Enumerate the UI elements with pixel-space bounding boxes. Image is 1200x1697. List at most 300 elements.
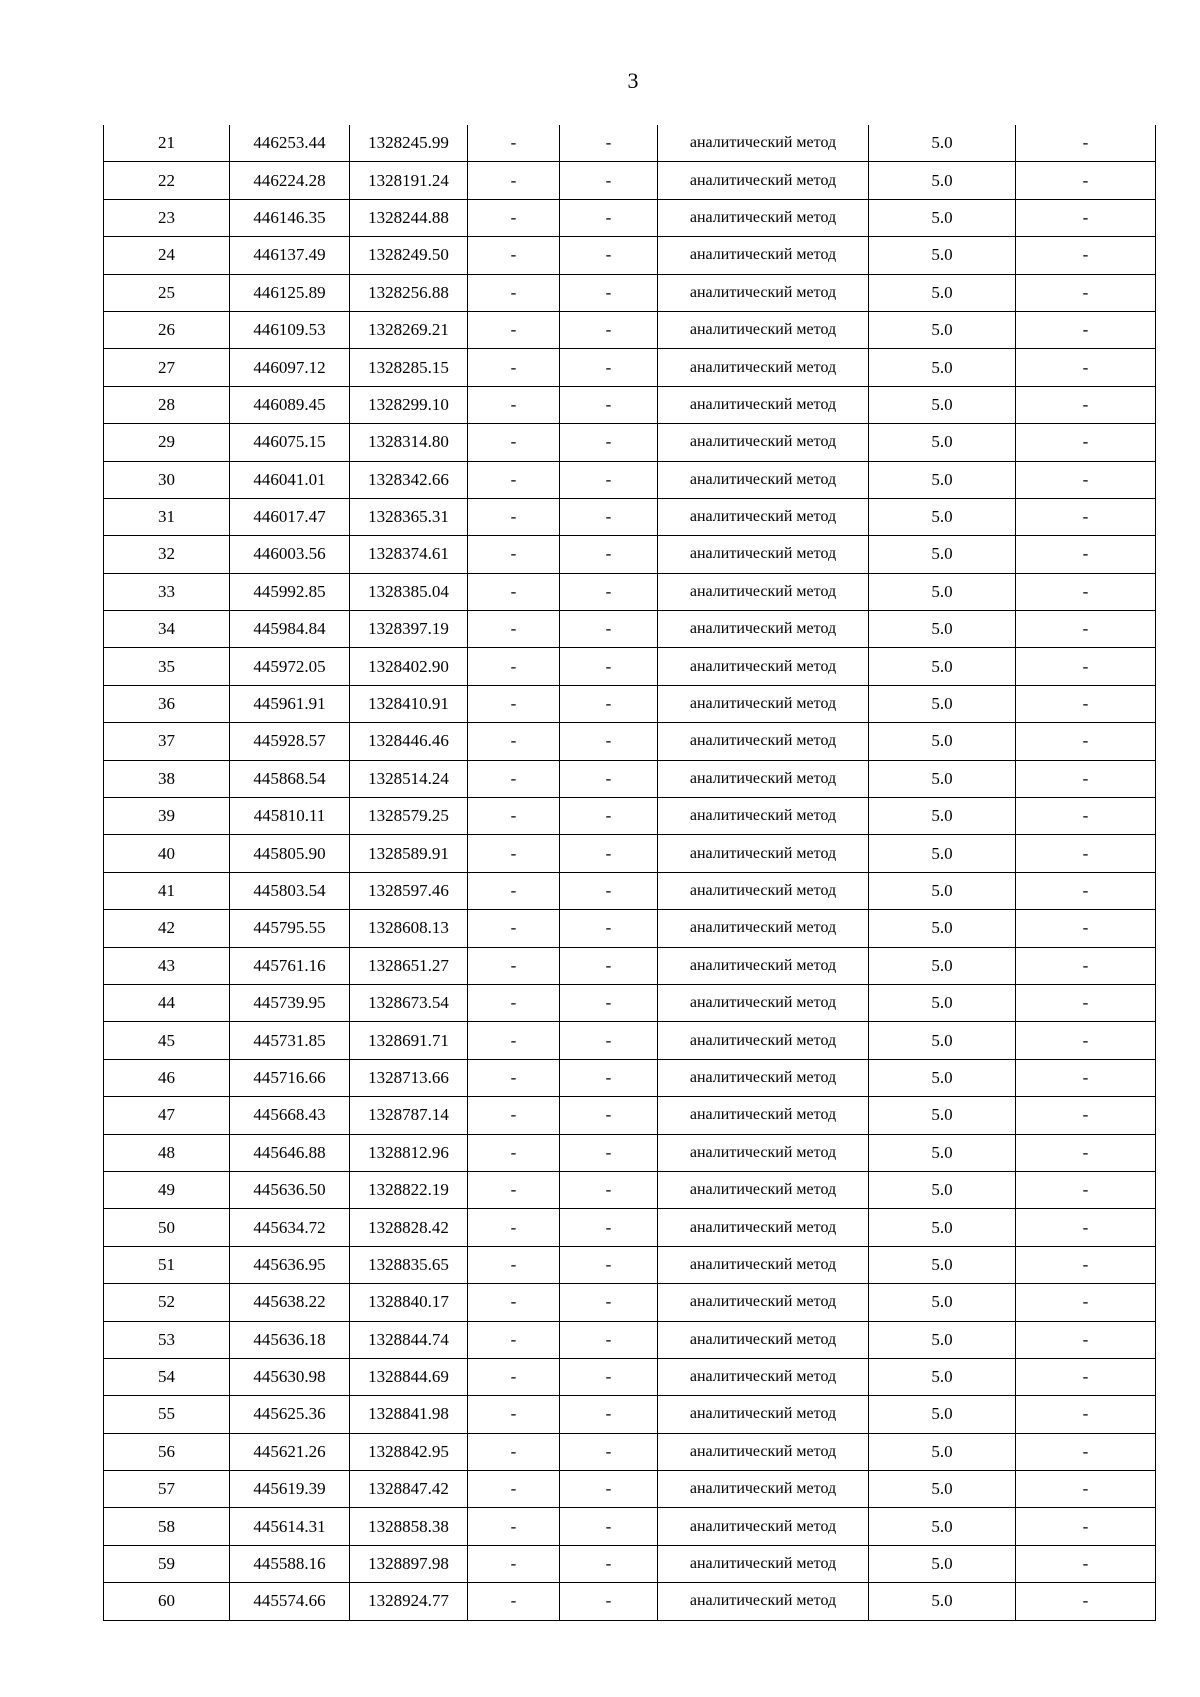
empty-x-cell: - [468, 1059, 560, 1096]
empty-y-cell: - [560, 835, 658, 872]
empty-y-cell: - [560, 1246, 658, 1283]
y-coordinate-cell: 1328897.98 [350, 1545, 468, 1582]
point-number-cell: 25 [104, 274, 230, 311]
empty-x-cell: - [468, 1508, 560, 1545]
point-number-cell: 41 [104, 872, 230, 909]
accuracy-cell: 5.0 [869, 1284, 1016, 1321]
accuracy-cell: 5.0 [869, 947, 1016, 984]
accuracy-cell: 5.0 [869, 311, 1016, 348]
point-number-cell: 53 [104, 1321, 230, 1358]
table-row [104, 461, 1156, 498]
method-cell: аналитический метод [658, 1209, 869, 1246]
point-number-cell: 21 [104, 125, 230, 162]
y-coordinate-cell: 1328191.24 [350, 162, 468, 199]
point-number-cell: 46 [104, 1059, 230, 1096]
empty-y-cell: - [560, 947, 658, 984]
accuracy-cell: 5.0 [869, 798, 1016, 835]
empty-y-cell: - [560, 349, 658, 386]
empty-x-cell: - [468, 349, 560, 386]
table-row [104, 1545, 1156, 1582]
empty-x-cell: - [468, 573, 560, 610]
accuracy-cell: 5.0 [869, 835, 1016, 872]
table-row [104, 1022, 1156, 1059]
method-cell: аналитический метод [658, 1171, 869, 1208]
accuracy-cell: 5.0 [869, 1545, 1016, 1582]
empty-y-cell: - [560, 536, 658, 573]
empty-y-cell: - [560, 1583, 658, 1620]
empty-x-cell: - [468, 1209, 560, 1246]
description-cell: - [1016, 498, 1156, 535]
empty-y-cell: - [560, 872, 658, 909]
empty-x-cell: - [468, 1134, 560, 1171]
x-coordinate-cell: 445868.54 [230, 760, 350, 797]
table-row [104, 125, 1156, 162]
empty-y-cell: - [560, 910, 658, 947]
empty-y-cell: - [560, 573, 658, 610]
table-row [104, 424, 1156, 461]
description-cell: - [1016, 685, 1156, 722]
table-row [104, 798, 1156, 835]
empty-y-cell: - [560, 723, 658, 760]
empty-x-cell: - [468, 1545, 560, 1582]
accuracy-cell: 5.0 [869, 125, 1016, 162]
x-coordinate-cell: 445795.55 [230, 910, 350, 947]
empty-x-cell: - [468, 1583, 560, 1620]
description-cell: - [1016, 349, 1156, 386]
empty-y-cell: - [560, 1508, 658, 1545]
table-row [104, 1396, 1156, 1433]
table-row [104, 1284, 1156, 1321]
method-cell: аналитический метод [658, 1246, 869, 1283]
point-number-cell: 35 [104, 648, 230, 685]
point-number-cell: 58 [104, 1508, 230, 1545]
point-number-cell: 60 [104, 1583, 230, 1620]
point-number-cell: 48 [104, 1134, 230, 1171]
accuracy-cell: 5.0 [869, 872, 1016, 909]
empty-y-cell: - [560, 162, 658, 199]
description-cell: - [1016, 125, 1156, 162]
point-number-cell: 42 [104, 910, 230, 947]
table-row [104, 1134, 1156, 1171]
x-coordinate-cell: 445805.90 [230, 835, 350, 872]
y-coordinate-cell: 1328245.99 [350, 125, 468, 162]
accuracy-cell: 5.0 [869, 386, 1016, 423]
empty-y-cell: - [560, 498, 658, 535]
table-row [104, 162, 1156, 199]
empty-x-cell: - [468, 1246, 560, 1283]
y-coordinate-cell: 1328924.77 [350, 1583, 468, 1620]
x-coordinate-cell: 446253.44 [230, 125, 350, 162]
empty-y-cell: - [560, 984, 658, 1021]
y-coordinate-cell: 1328835.65 [350, 1246, 468, 1283]
empty-y-cell: - [560, 760, 658, 797]
description-cell: - [1016, 536, 1156, 573]
empty-x-cell: - [468, 910, 560, 947]
method-cell: аналитический метод [658, 760, 869, 797]
x-coordinate-cell: 445619.39 [230, 1471, 350, 1508]
empty-x-cell: - [468, 1284, 560, 1321]
table-row [104, 835, 1156, 872]
accuracy-cell: 5.0 [869, 1396, 1016, 1433]
table-row [104, 349, 1156, 386]
table-row [104, 536, 1156, 573]
table-row [104, 311, 1156, 348]
y-coordinate-cell: 1328402.90 [350, 648, 468, 685]
description-cell: - [1016, 1022, 1156, 1059]
accuracy-cell: 5.0 [869, 424, 1016, 461]
description-cell: - [1016, 274, 1156, 311]
accuracy-cell: 5.0 [869, 573, 1016, 610]
table-row [104, 760, 1156, 797]
empty-x-cell: - [468, 984, 560, 1021]
description-cell: - [1016, 424, 1156, 461]
empty-x-cell: - [468, 835, 560, 872]
description-cell: - [1016, 311, 1156, 348]
y-coordinate-cell: 1328840.17 [350, 1284, 468, 1321]
description-cell: - [1016, 1284, 1156, 1321]
x-coordinate-cell: 446097.12 [230, 349, 350, 386]
table-row [104, 1246, 1156, 1283]
accuracy-cell: 5.0 [869, 1134, 1016, 1171]
accuracy-cell: 5.0 [869, 1246, 1016, 1283]
description-cell: - [1016, 984, 1156, 1021]
method-cell: аналитический метод [658, 199, 869, 236]
method-cell: аналитический метод [658, 424, 869, 461]
x-coordinate-cell: 446089.45 [230, 386, 350, 423]
y-coordinate-cell: 1328787.14 [350, 1097, 468, 1134]
x-coordinate-cell: 446146.35 [230, 199, 350, 236]
method-cell: аналитический метод [658, 723, 869, 760]
empty-y-cell: - [560, 798, 658, 835]
table-row [104, 573, 1156, 610]
table-row [104, 984, 1156, 1021]
x-coordinate-cell: 446075.15 [230, 424, 350, 461]
empty-y-cell: - [560, 237, 658, 274]
method-cell: аналитический метод [658, 237, 869, 274]
empty-y-cell: - [560, 1284, 658, 1321]
description-cell: - [1016, 611, 1156, 648]
accuracy-cell: 5.0 [869, 1433, 1016, 1470]
empty-y-cell: - [560, 199, 658, 236]
method-cell: аналитический метод [658, 311, 869, 348]
empty-x-cell: - [468, 1396, 560, 1433]
table-row [104, 910, 1156, 947]
method-cell: аналитический метод [658, 1545, 869, 1582]
empty-x-cell: - [468, 311, 560, 348]
method-cell: аналитический метод [658, 1059, 869, 1096]
point-number-cell: 30 [104, 461, 230, 498]
empty-x-cell: - [468, 1471, 560, 1508]
accuracy-cell: 5.0 [869, 1171, 1016, 1208]
table-row [104, 199, 1156, 236]
accuracy-cell: 5.0 [869, 723, 1016, 760]
empty-y-cell: - [560, 1358, 658, 1395]
x-coordinate-cell: 446224.28 [230, 162, 350, 199]
x-coordinate-cell: 445810.11 [230, 798, 350, 835]
x-coordinate-cell: 445972.05 [230, 648, 350, 685]
empty-x-cell: - [468, 1433, 560, 1470]
method-cell: аналитический метод [658, 386, 869, 423]
method-cell: аналитический метод [658, 648, 869, 685]
table-row [104, 723, 1156, 760]
point-number-cell: 55 [104, 1396, 230, 1433]
x-coordinate-cell: 446017.47 [230, 498, 350, 535]
x-coordinate-cell: 445739.95 [230, 984, 350, 1021]
x-coordinate-cell: 446137.49 [230, 237, 350, 274]
empty-y-cell: - [560, 274, 658, 311]
method-cell: аналитический метод [658, 1358, 869, 1395]
method-cell: аналитический метод [658, 536, 869, 573]
point-number-cell: 32 [104, 536, 230, 573]
accuracy-cell: 5.0 [869, 1022, 1016, 1059]
y-coordinate-cell: 1328374.61 [350, 536, 468, 573]
x-coordinate-cell: 446125.89 [230, 274, 350, 311]
point-number-cell: 47 [104, 1097, 230, 1134]
accuracy-cell: 5.0 [869, 984, 1016, 1021]
point-number-cell: 23 [104, 199, 230, 236]
table-row [104, 1209, 1156, 1246]
point-number-cell: 29 [104, 424, 230, 461]
x-coordinate-cell: 446041.01 [230, 461, 350, 498]
table-row [104, 947, 1156, 984]
y-coordinate-cell: 1328608.13 [350, 910, 468, 947]
table-row [104, 1583, 1156, 1620]
description-cell: - [1016, 1097, 1156, 1134]
accuracy-cell: 5.0 [869, 199, 1016, 236]
description-cell: - [1016, 199, 1156, 236]
empty-x-cell: - [468, 947, 560, 984]
empty-y-cell: - [560, 611, 658, 648]
method-cell: аналитический метод [658, 1097, 869, 1134]
y-coordinate-cell: 1328244.88 [350, 199, 468, 236]
description-cell: - [1016, 1209, 1156, 1246]
empty-x-cell: - [468, 1321, 560, 1358]
description-cell: - [1016, 910, 1156, 947]
description-cell: - [1016, 1358, 1156, 1395]
y-coordinate-cell: 1328847.42 [350, 1471, 468, 1508]
accuracy-cell: 5.0 [869, 910, 1016, 947]
x-coordinate-cell: 445803.54 [230, 872, 350, 909]
accuracy-cell: 5.0 [869, 685, 1016, 722]
accuracy-cell: 5.0 [869, 1471, 1016, 1508]
empty-y-cell: - [560, 1097, 658, 1134]
table-row [104, 1097, 1156, 1134]
y-coordinate-cell: 1328256.88 [350, 274, 468, 311]
description-cell: - [1016, 162, 1156, 199]
table-row [104, 1171, 1156, 1208]
y-coordinate-cell: 1328342.66 [350, 461, 468, 498]
y-coordinate-cell: 1328299.10 [350, 386, 468, 423]
y-coordinate-cell: 1328446.46 [350, 723, 468, 760]
table-row [104, 237, 1156, 274]
x-coordinate-cell: 445731.85 [230, 1022, 350, 1059]
empty-x-cell: - [468, 798, 560, 835]
y-coordinate-cell: 1328589.91 [350, 835, 468, 872]
table-row [104, 872, 1156, 909]
table-row [104, 1321, 1156, 1358]
description-cell: - [1016, 1321, 1156, 1358]
x-coordinate-cell: 445984.84 [230, 611, 350, 648]
method-cell: аналитический метод [658, 1321, 869, 1358]
table-row [104, 1059, 1156, 1096]
accuracy-cell: 5.0 [869, 1097, 1016, 1134]
point-number-cell: 40 [104, 835, 230, 872]
accuracy-cell: 5.0 [869, 1358, 1016, 1395]
description-cell: - [1016, 1583, 1156, 1620]
method-cell: аналитический метод [658, 461, 869, 498]
table-row [104, 498, 1156, 535]
point-number-cell: 22 [104, 162, 230, 199]
empty-x-cell: - [468, 498, 560, 535]
description-cell: - [1016, 1246, 1156, 1283]
x-coordinate-cell: 445630.98 [230, 1358, 350, 1395]
description-cell: - [1016, 723, 1156, 760]
y-coordinate-cell: 1328249.50 [350, 237, 468, 274]
empty-x-cell: - [468, 1171, 560, 1208]
accuracy-cell: 5.0 [869, 611, 1016, 648]
method-cell: аналитический метод [658, 872, 869, 909]
empty-y-cell: - [560, 1321, 658, 1358]
method-cell: аналитический метод [658, 1471, 869, 1508]
point-number-cell: 52 [104, 1284, 230, 1321]
method-cell: аналитический метод [658, 835, 869, 872]
description-cell: - [1016, 1545, 1156, 1582]
x-coordinate-cell: 445992.85 [230, 573, 350, 610]
accuracy-cell: 5.0 [869, 237, 1016, 274]
accuracy-cell: 5.0 [869, 349, 1016, 386]
empty-x-cell: - [468, 274, 560, 311]
point-number-cell: 50 [104, 1209, 230, 1246]
accuracy-cell: 5.0 [869, 274, 1016, 311]
accuracy-cell: 5.0 [869, 760, 1016, 797]
y-coordinate-cell: 1328842.95 [350, 1433, 468, 1470]
table-row [104, 1433, 1156, 1470]
x-coordinate-cell: 446003.56 [230, 536, 350, 573]
description-cell: - [1016, 760, 1156, 797]
empty-x-cell: - [468, 1358, 560, 1395]
x-coordinate-cell: 445638.22 [230, 1284, 350, 1321]
empty-y-cell: - [560, 1396, 658, 1433]
x-coordinate-cell: 445574.66 [230, 1583, 350, 1620]
method-cell: аналитический метод [658, 984, 869, 1021]
method-cell: аналитический метод [658, 947, 869, 984]
accuracy-cell: 5.0 [869, 461, 1016, 498]
point-number-cell: 36 [104, 685, 230, 722]
y-coordinate-cell: 1328579.25 [350, 798, 468, 835]
method-cell: аналитический метод [658, 1433, 869, 1470]
point-number-cell: 54 [104, 1358, 230, 1395]
point-number-cell: 49 [104, 1171, 230, 1208]
method-cell: аналитический метод [658, 798, 869, 835]
accuracy-cell: 5.0 [869, 1059, 1016, 1096]
point-number-cell: 38 [104, 760, 230, 797]
x-coordinate-cell: 445636.95 [230, 1246, 350, 1283]
table-row [104, 1471, 1156, 1508]
point-number-cell: 43 [104, 947, 230, 984]
x-coordinate-cell: 445614.31 [230, 1508, 350, 1545]
y-coordinate-cell: 1328514.24 [350, 760, 468, 797]
method-cell: аналитический метод [658, 1508, 869, 1545]
point-number-cell: 31 [104, 498, 230, 535]
empty-y-cell: - [560, 1209, 658, 1246]
point-number-cell: 24 [104, 237, 230, 274]
y-coordinate-cell: 1328713.66 [350, 1059, 468, 1096]
method-cell: аналитический метод [658, 1396, 869, 1433]
method-cell: аналитический метод [658, 349, 869, 386]
y-coordinate-cell: 1328858.38 [350, 1508, 468, 1545]
y-coordinate-cell: 1328822.19 [350, 1171, 468, 1208]
empty-x-cell: - [468, 760, 560, 797]
description-cell: - [1016, 1171, 1156, 1208]
y-coordinate-cell: 1328314.80 [350, 424, 468, 461]
empty-x-cell: - [468, 1022, 560, 1059]
empty-y-cell: - [560, 1059, 658, 1096]
table-row [104, 1358, 1156, 1395]
point-number-cell: 45 [104, 1022, 230, 1059]
accuracy-cell: 5.0 [869, 648, 1016, 685]
point-number-cell: 34 [104, 611, 230, 648]
empty-x-cell: - [468, 424, 560, 461]
accuracy-cell: 5.0 [869, 162, 1016, 199]
y-coordinate-cell: 1328651.27 [350, 947, 468, 984]
method-cell: аналитический метод [658, 685, 869, 722]
y-coordinate-cell: 1328285.15 [350, 349, 468, 386]
empty-x-cell: - [468, 611, 560, 648]
y-coordinate-cell: 1328597.46 [350, 872, 468, 909]
y-coordinate-cell: 1328673.54 [350, 984, 468, 1021]
point-number-cell: 57 [104, 1471, 230, 1508]
page-number: 3 [627, 68, 639, 93]
y-coordinate-cell: 1328841.98 [350, 1396, 468, 1433]
empty-y-cell: - [560, 1134, 658, 1171]
description-cell: - [1016, 573, 1156, 610]
empty-x-cell: - [468, 237, 560, 274]
x-coordinate-cell: 445961.91 [230, 685, 350, 722]
description-cell: - [1016, 947, 1156, 984]
description-cell: - [1016, 1134, 1156, 1171]
empty-y-cell: - [560, 311, 658, 348]
point-number-cell: 56 [104, 1433, 230, 1470]
empty-y-cell: - [560, 424, 658, 461]
empty-x-cell: - [468, 199, 560, 236]
description-cell: - [1016, 648, 1156, 685]
empty-y-cell: - [560, 125, 658, 162]
x-coordinate-cell: 445636.50 [230, 1171, 350, 1208]
point-number-cell: 44 [104, 984, 230, 1021]
empty-y-cell: - [560, 648, 658, 685]
method-cell: аналитический метод [658, 1134, 869, 1171]
method-cell: аналитический метод [658, 274, 869, 311]
empty-y-cell: - [560, 461, 658, 498]
method-cell: аналитический метод [658, 611, 869, 648]
y-coordinate-cell: 1328812.96 [350, 1134, 468, 1171]
y-coordinate-cell: 1328385.04 [350, 573, 468, 610]
empty-x-cell: - [468, 685, 560, 722]
description-cell: - [1016, 237, 1156, 274]
empty-x-cell: - [468, 386, 560, 423]
accuracy-cell: 5.0 [869, 1321, 1016, 1358]
description-cell: - [1016, 1508, 1156, 1545]
accuracy-cell: 5.0 [869, 498, 1016, 535]
empty-x-cell: - [468, 723, 560, 760]
point-number-cell: 51 [104, 1246, 230, 1283]
method-cell: аналитический метод [658, 125, 869, 162]
y-coordinate-cell: 1328365.31 [350, 498, 468, 535]
table-row [104, 648, 1156, 685]
table-row [104, 274, 1156, 311]
x-coordinate-cell: 445588.16 [230, 1545, 350, 1582]
description-cell: - [1016, 1433, 1156, 1470]
